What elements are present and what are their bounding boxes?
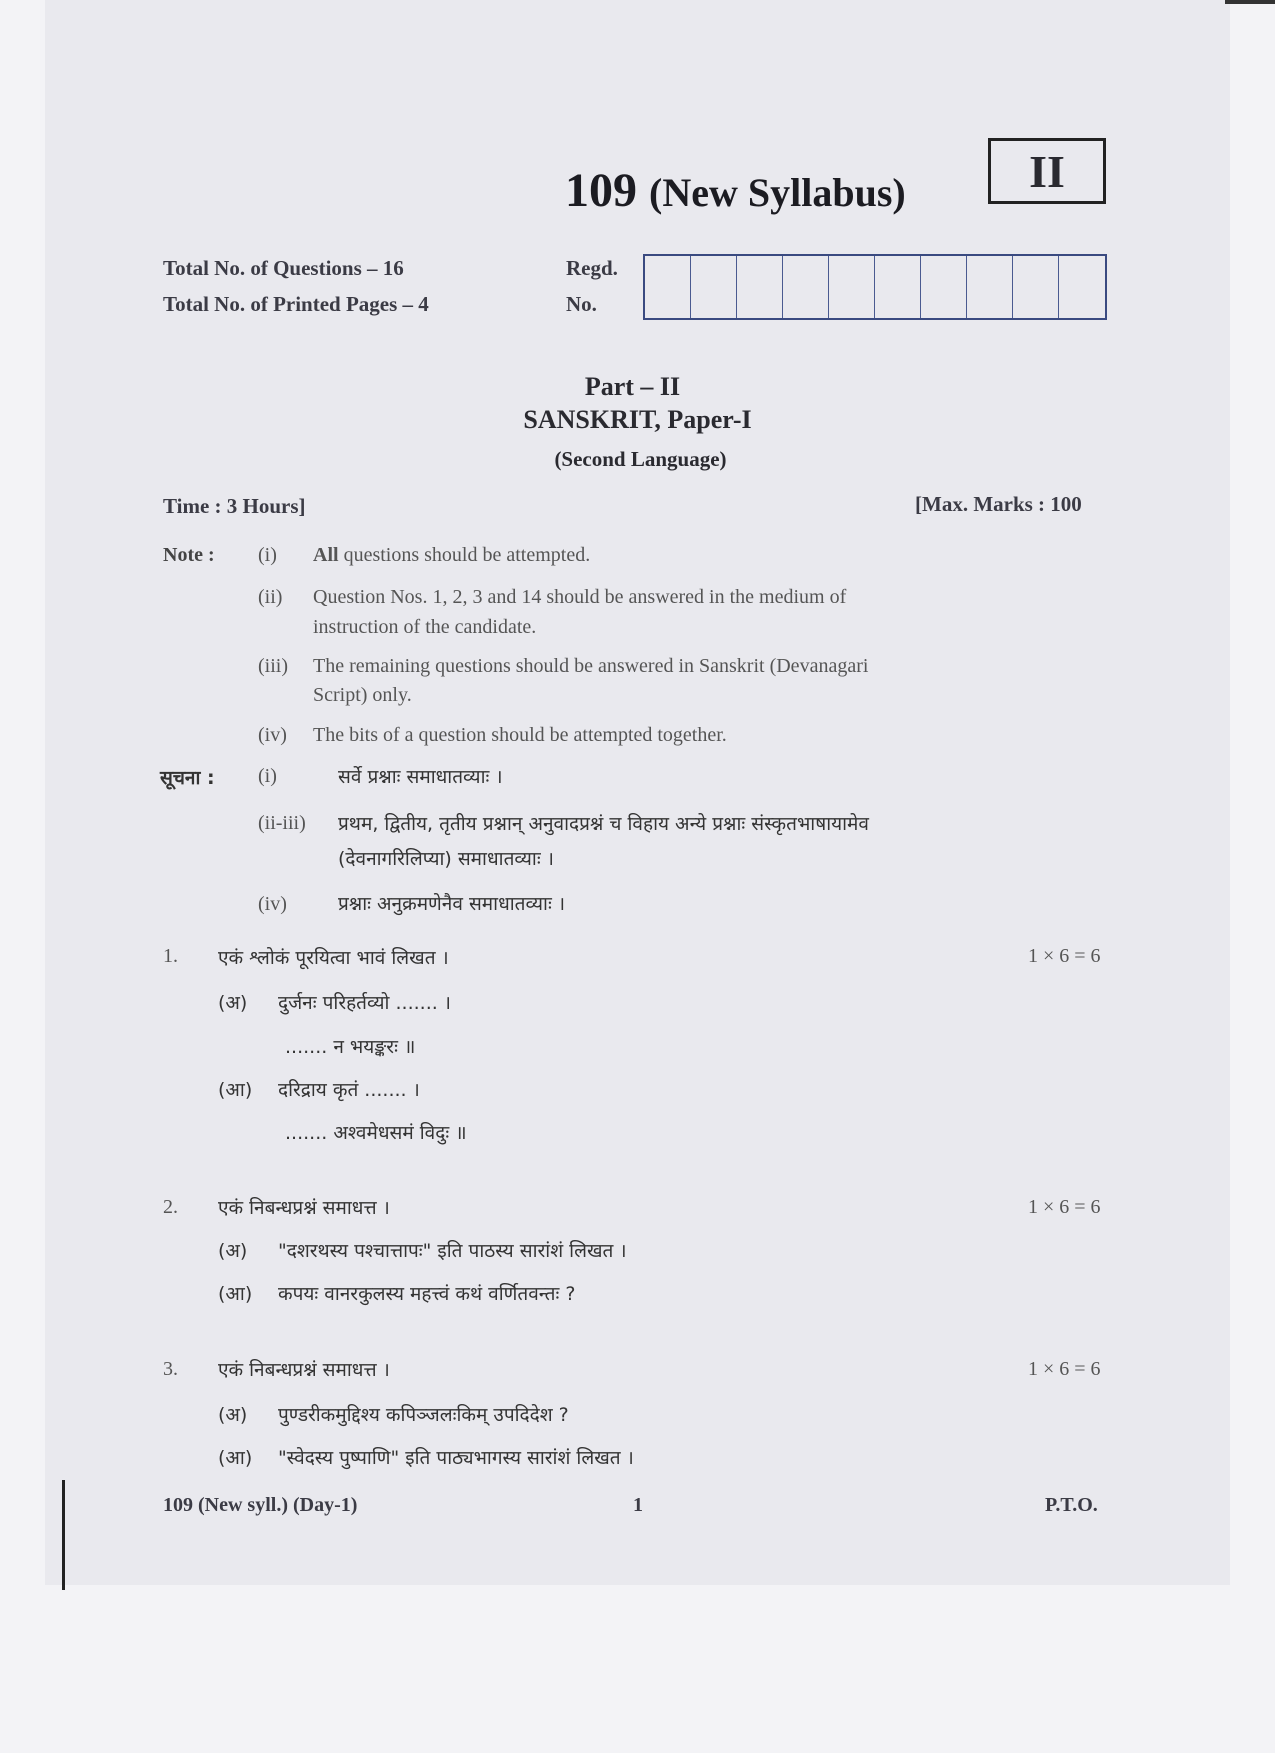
note-label: Note : [163, 544, 215, 566]
part-label: (अ) [218, 1404, 248, 1426]
part-label: (अ) [218, 992, 248, 1014]
language-title: (Second Language) [554, 447, 727, 471]
note-text: Script) only. [313, 684, 412, 706]
subquestion-text: पुण्डरीकमुद्दिश्य कपिञ्जलःकिम् उपदिदेश ? [278, 1404, 569, 1426]
part-box: II [988, 138, 1106, 204]
regd-digit-box[interactable] [967, 256, 1013, 318]
note-num: (i) [258, 544, 277, 566]
suchana-num: (ii-iii) [258, 812, 306, 834]
note-text: All questions should be attempted. [313, 544, 591, 566]
max-marks: [Max. Marks : 100 [915, 492, 1082, 516]
regd-digit-box[interactable] [645, 256, 691, 318]
note-text: instruction of the candidate. [313, 616, 537, 638]
part-label: (आ) [218, 1283, 253, 1305]
subquestion-text: "स्वेदस्य पुष्पाणि" इति पाठ्यभागस्य सारांशं लिखत । [278, 1447, 634, 1469]
part-label: (आ) [218, 1079, 253, 1101]
paper-code: 109 (New Syllabus) [565, 164, 906, 217]
note-text: The remaining questions should be answered in Sanskrit (Devanagari [313, 655, 869, 677]
shloka-line: दरिद्राय कृतं ....... । [278, 1079, 420, 1101]
regd-digit-box[interactable] [691, 256, 737, 318]
note-num: (iii) [258, 655, 288, 677]
subject-title: SANSKRIT, Paper-I [523, 405, 752, 434]
note-num: (ii) [258, 586, 283, 608]
part-label: (आ) [218, 1447, 253, 1469]
exam-paper [45, 0, 1230, 1585]
margin-mark [62, 1480, 65, 1590]
regd-digit-box[interactable] [875, 256, 921, 318]
note-text: Question Nos. 1, 2, 3 and 14 should be answered in the medium of [313, 586, 847, 608]
corner-mark [1225, 0, 1275, 4]
question-marks: 1 × 6 = 6 [1028, 1196, 1101, 1218]
regd-digit-box[interactable] [737, 256, 783, 318]
suchana-num: (i) [258, 765, 277, 787]
question-marks: 1 × 6 = 6 [1028, 1358, 1101, 1380]
total-questions: Total No. of Questions – 16 [163, 256, 404, 280]
question-number: 2. [163, 1196, 178, 1218]
suchana-text: प्रथम, द्वितीय, तृतीय प्रश्नान् अनुवादप्रश्नं च विहाय अन्ये प्रश्नाः संस्कृतभाषायामेव [338, 813, 869, 835]
regd-digit-box[interactable] [783, 256, 829, 318]
syllabus-label: (New Syllabus) [649, 170, 906, 215]
part-label: (अ) [218, 1240, 248, 1262]
regd-number-boxes[interactable] [643, 254, 1107, 320]
question-number: 1. [163, 945, 178, 967]
shloka-line: ....... अश्वमेधसमं विदुः ॥ [285, 1122, 467, 1144]
subquestion-text: "दशरथस्य पश्चात्तापः" इति पाठस्य सारांशं लिखत । [278, 1240, 627, 1262]
shloka-line: दुर्जनः परिहर्तव्यो ....... । [278, 992, 452, 1014]
question-text: एकं श्लोकं पूरयित्वा भावं लिखत । [218, 947, 449, 969]
suchana-text: प्रश्नाः अनुक्रमणेनैव समाधातव्याः । [338, 893, 566, 915]
footer-code: 109 (New syll.) (Day-1) [163, 1494, 358, 1516]
part-title: Part – II [584, 372, 681, 401]
pto-label: P.T.O. [1045, 1494, 1098, 1516]
page-number: 1 [633, 1494, 643, 1516]
regd-label: Regd. [566, 256, 618, 280]
regd-digit-box[interactable] [829, 256, 875, 318]
suchana-label: सूचना : [160, 767, 215, 789]
note-text: The bits of a question should be attempted together. [313, 724, 727, 746]
question-text: एकं निबन्धप्रश्नं समाधत्त । [218, 1359, 390, 1381]
question-number: 3. [163, 1358, 178, 1380]
regd-label-no: No. [566, 292, 597, 316]
shloka-line: ....... न भयङ्करः ॥ [285, 1036, 416, 1058]
regd-digit-box[interactable] [1013, 256, 1059, 318]
regd-digit-box[interactable] [921, 256, 967, 318]
suchana-text: (देवनागरिलिप्या) समाधातव्याः । [338, 848, 554, 870]
question-text: एकं निबन्धप्रश्नं समाधत्त । [218, 1197, 390, 1219]
note-num: (iv) [258, 724, 287, 746]
regd-digit-box[interactable] [1059, 256, 1105, 318]
suchana-num: (iv) [258, 893, 287, 915]
total-pages: Total No. of Printed Pages – 4 [163, 292, 429, 316]
time-label: Time : 3 Hours] [163, 494, 306, 518]
subquestion-text: कपयः वानरकुलस्य महत्त्वं कथं वर्णितवन्तः ? [278, 1283, 576, 1305]
suchana-text: सर्वे प्रश्नाः समाधातव्याः । [338, 766, 503, 788]
question-marks: 1 × 6 = 6 [1028, 945, 1101, 967]
